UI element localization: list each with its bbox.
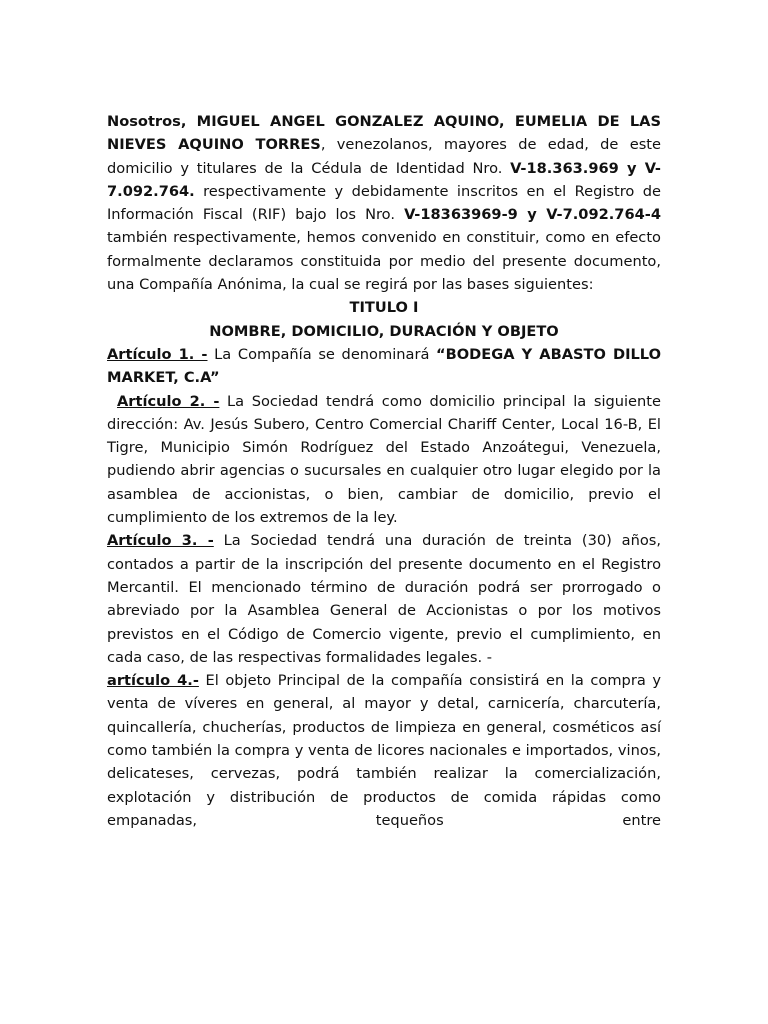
article-4-label: artículo 4.- (107, 672, 199, 690)
company-name: “BODEGA Y ABASTO DILLO MARKET, C.A” (107, 345, 661, 387)
article-1-label: Artículo 1. - (107, 345, 208, 363)
article-4-text: El objeto Principal de la compañía consistirá en la compra y venta de víveres en general, al mayor y detal, carnicería, charcutería, quincallería, chucherías, productos de limpieza en general, cosméticos así como también la compra y venta de licores nacionales e importados, vinos, delicateses, cervezas, podrá también realizar la comercialización, explotación y distribución de productos de comida rápidas como empanadas, tequeños entre (107, 672, 661, 829)
article-1 (107, 343, 661, 390)
article-2 (107, 390, 661, 530)
intro-text-3: también respectivamente, hemos convenido en constituir, como en efecto formalmente declaramos constituida por medio del presente documento, una Compañía Anónima, la cual se regirá por las bases siguientes: (107, 229, 661, 294)
article-3 (107, 529, 661, 669)
article-2-text: La Sociedad tendrá como domicilio principal la siguiente dirección: Av. Jesús Subero, Centro Comercial Chariff Center, Local 16-B, El Tigre, Municipio Simón Rodríguez del Estado Anzoátegui, Venezuela, pudiendo abrir agencias o sucursales en cualquier otro lugar elegido por la asamblea de accionistas, o bien, cambiar de domicilio, previo el cumplimiento de los extremos de la ley. (107, 392, 661, 527)
rif-numbers: V-18363969-9 y V-7.092.764-4 (404, 206, 661, 224)
article-3-text: La Sociedad tendrá una duración de treinta (30) años, contados a partir de la inscripción del presente documento en el Registro Mercantil. El mencionado término de duración podrá ser prorrogado o abreviado por la Asamblea General de Accionistas o por los motivos previstos en el Código de Comercio vigente, previo el cumplimiento, en cada caso, de las respectivas formalidades legales. - (107, 532, 661, 666)
title-subheading: NOMBRE, DOMICILIO, DURACIÓN Y OBJETO (209, 322, 559, 340)
intro-text-2: respectivamente y debidamente inscritos en el Registro de Información Fiscal (RIF) bajo los Nro. (107, 182, 661, 224)
intro-text-1: , venezolanos, mayores de edad, de este domicilio y titulares de la Cédula de Identidad Nro. (107, 136, 661, 177)
id-numbers: V-18.363.969 y V-7.092.764. (107, 159, 661, 200)
partners-names: Nosotros, MIGUEL ANGEL GONZALEZ AQUINO, EUMELIA DE LAS NIEVES AQUINO TORRES (107, 113, 661, 154)
article-4 (107, 669, 661, 832)
article-3-label: Artículo 3. - (107, 532, 214, 550)
article-1-text: La Compañía se denominará (207, 345, 437, 363)
article-2-label: Artículo 2. - (117, 392, 220, 410)
intro-paragraph (107, 110, 661, 296)
title-heading: TITULO I (349, 299, 419, 317)
document-page (107, 110, 661, 832)
